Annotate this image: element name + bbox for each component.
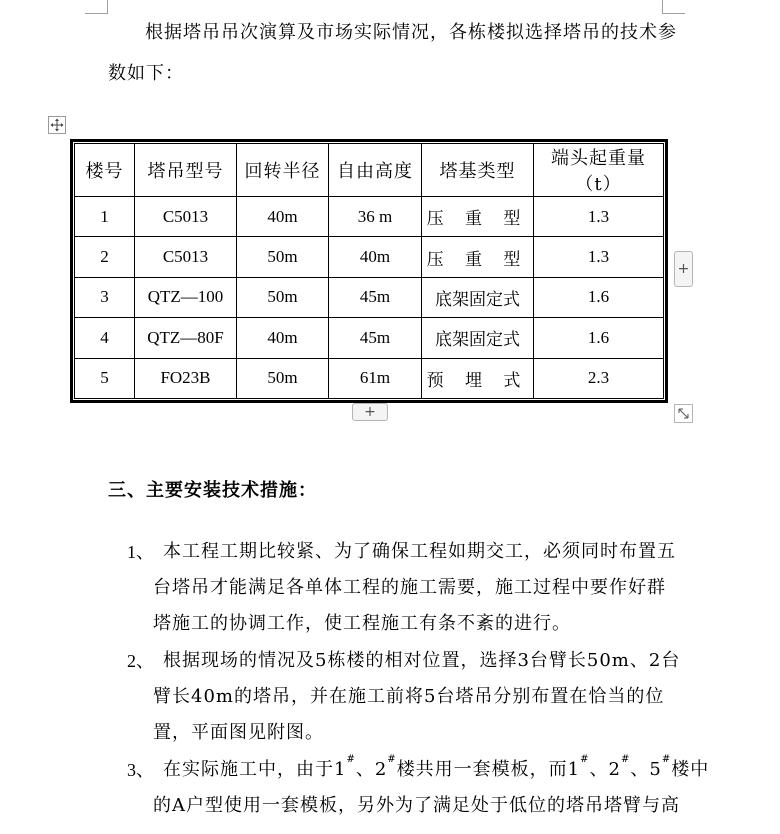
header-cell-foundation[interactable]: 塔基类型 [422,144,534,197]
superscript-mark: # [346,754,356,765]
page-crop-mark-left [85,0,108,14]
plus-icon: + [677,261,690,277]
table-cell[interactable]: 底架固定式 [422,277,534,317]
table-cell[interactable]: 底架固定式 [422,318,534,358]
header-cell-radius[interactable]: 回转半径 [237,144,329,197]
table-cell[interactable]: 50m [237,277,329,317]
table-cell[interactable]: QTZ—100 [135,277,237,317]
section-heading: 三、主要安装技术措施： [108,480,317,501]
text-run: 、5 [630,759,662,780]
table-cell[interactable]: 1.6 [534,318,664,358]
move-arrows-icon [50,118,64,132]
header-cell-crane-model[interactable]: 塔吊型号 [135,144,237,197]
list-item-number: 2、 [127,651,154,671]
table-cell[interactable]: 1.3 [534,237,664,277]
list-item-line: 台塔吊才能满足各单体工程的施工需要，施工过程中要作好群 [153,577,666,598]
add-row-button[interactable] [352,403,388,421]
list-item-line: 塔施工的协调工作，使工程施工有条不紊的进行。 [153,613,571,634]
superscript-mark: # [580,754,590,765]
table-cell[interactable]: C5013 [135,197,237,237]
table-cell[interactable]: 45m [329,318,422,358]
crane-spec-table [70,139,668,403]
header-cell-building[interactable]: 楼号 [75,144,135,197]
table-cell[interactable]: 1.3 [534,197,664,237]
table-cell[interactable]: FO23B [135,358,237,398]
table-cell[interactable]: 40m [237,318,329,358]
table-cell[interactable]: 5 [75,358,135,398]
table-row [75,358,664,398]
text-run: 、2 [355,759,388,780]
resize-diagonal-icon [677,407,690,420]
header-cell-tip-load[interactable]: 端头起重量（t） [534,144,664,197]
table-cell[interactable]: 1.6 [534,277,664,317]
list-item-number: 1、 [127,542,154,562]
list-item-line: 置，平面图见附图。 [153,722,324,743]
table-cell[interactable]: 4 [75,318,135,358]
table-cell[interactable]: 压 重 型 [422,197,534,237]
text-run: 楼共用一套模板，而1 [396,759,581,780]
table-resize-handle[interactable] [674,404,693,423]
table-cell[interactable]: 50m [237,358,329,398]
table-cell[interactable]: 61m [329,358,422,398]
table-cell[interactable]: 45m [329,277,422,317]
table-cell[interactable]: 3 [75,277,135,317]
list-item-line: 根据现场的情况及5栋楼的相对位置，选择3台臂长50m、2台 [163,650,681,671]
intro-paragraph-line-2: 数如下： [108,63,184,84]
text-run: 楼中 [671,759,710,780]
text-run: 、2 [589,759,621,780]
list-item-line: 本工程工期比较紧、为了确保工程如期交工，必须同时布置五 [163,541,676,562]
list-item-line: 的A户型使用一套模板，另外为了满足处于低位的塔吊塔臂与高 [153,795,680,816]
table-cell[interactable]: 预 埋 式 [422,358,534,398]
superscript-mark: # [620,754,631,765]
table-row [75,277,664,317]
list-item-line: 臂长40m的塔吊，并在施工前将5台塔吊分别布置在恰当的位 [153,686,665,707]
table-cell[interactable]: 1 [75,197,135,237]
superscript-mark: # [661,754,672,765]
text-run: 在实际施工中，由于1 [163,759,347,780]
table-row [75,197,664,237]
table-cell[interactable]: 40m [329,237,422,277]
table-row [75,318,664,358]
list-item-number: 3、 [127,760,154,780]
table-cell[interactable]: 50m [237,237,329,277]
intro-paragraph-line-1: 根据塔吊吊次演算及市场实际情况，各栋楼拟选择塔吊的技术参 [145,22,677,43]
table-cell[interactable]: 压 重 型 [422,237,534,277]
superscript-mark: # [387,754,397,765]
table-row [75,237,664,277]
add-column-button[interactable] [674,251,693,287]
table-cell[interactable]: 40m [237,197,329,237]
header-cell-free-height[interactable]: 自由高度 [329,144,422,197]
table-cell[interactable]: QTZ—80F [135,318,237,358]
table-cell[interactable]: C5013 [135,237,237,277]
table-cell[interactable]: 2.3 [534,358,664,398]
table-cell[interactable]: 36 m [329,197,422,237]
table-move-handle[interactable] [48,116,66,134]
list-item-line [163,751,709,789]
table-header-row [75,144,664,197]
plus-icon: + [364,404,376,420]
table-cell[interactable]: 2 [75,237,135,277]
